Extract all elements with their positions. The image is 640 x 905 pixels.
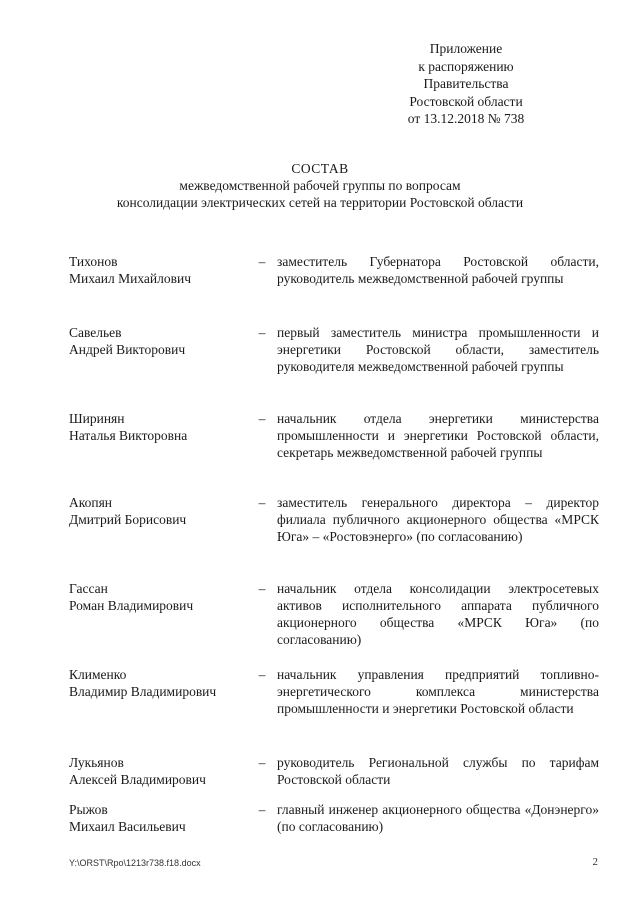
member-role: первый заместитель министра промышленности и энергетики Ростовской области, заместитель руководителя межведомственной рабочей группы [277,325,599,374]
separator-dash: – [258,667,266,682]
member-name [69,494,259,528]
title-line: консолидации электрических сетей на территории Ростовской области [116,195,524,210]
separator-dash: – [258,254,266,269]
title-main: СОСТАВ [291,161,349,176]
member-entry [69,754,599,801]
member-entry [69,666,599,754]
member-name [69,410,259,444]
member-given-name: Михаил Васильевич [69,819,186,834]
member-name [69,324,259,358]
member-entry [69,494,599,580]
separator-dash: – [258,495,266,510]
member-surname: Савельев [69,325,122,340]
member-role: руководитель Региональной службы по тарифам Ростовской области [277,755,599,787]
footer-file-path: Y:\ORST\Rpo\1213r738.f18.docx [69,858,201,868]
member-entry [69,801,599,841]
separator-dash: – [258,325,266,340]
members-list [69,253,599,841]
member-given-name: Роман Владимирович [69,598,194,613]
appendix-line: Правительства [423,76,509,91]
title-line: межведомственной рабочей группы по вопросам [179,178,461,193]
member-given-name: Андрей Викторович [69,342,186,357]
member-role: начальник отдела консолидации электросетевых активов исполнительного аппарата публичного акционерного общества «МРСК Юга» (по согласованию) [277,581,599,647]
member-name [69,253,259,287]
member-surname: Гассан [69,581,108,596]
appendix-line: Приложение [429,41,503,56]
appendix-line: Ростовской области [409,93,523,109]
member-surname: Ширинян [69,411,125,426]
member-surname: Рыжов [69,802,108,817]
document-title [0,160,640,211]
member-entry [69,324,599,410]
member-surname: Акопян [69,495,113,510]
member-given-name: Алексей Владимирович [69,772,206,787]
appendix-header [366,40,566,128]
appendix-line: к распоряжению [418,58,514,74]
member-role: начальник отдела энергетики министерства промышленности и энергетики Ростовской области, секретарь межведомственной рабочей группы [277,411,599,460]
member-given-name: Владимир Владимирович [69,684,217,699]
member-given-name: Дмитрий Борисович [69,512,187,527]
footer-page-number: 2 [592,856,598,868]
member-name [69,754,259,788]
separator-dash: – [258,411,266,426]
separator-dash: – [258,581,266,596]
member-surname: Тихонов [69,254,118,269]
member-entry [69,253,599,324]
member-role: заместитель Губернатора Ростовской области, руководитель межведомственной рабочей группы [277,254,599,286]
member-role: главный инженер акционерного общества «Донэнерго» (по согласованию) [277,802,599,834]
separator-dash: – [258,755,266,770]
member-name [69,580,259,614]
member-entry [69,410,599,494]
member-role: начальник управления предприятий топливно-энергетического комплекса министерства промышленности и энергетики Ростовской области [277,667,599,716]
member-given-name: Михаил Михайлович [69,271,192,286]
member-name [69,666,259,700]
separator-dash: – [258,802,266,817]
member-surname: Клименко [69,667,127,682]
member-surname: Лукьянов [69,755,124,770]
member-given-name: Наталья Викторовна [69,428,188,443]
member-entry [69,580,599,666]
member-name [69,801,259,835]
appendix-line: от 13.12.2018 № 738 [407,111,525,126]
member-role: заместитель генерального директора – директор филиала публичного акционерного общества «МРСК Юга» – «Ростовэнерго» (по согласованию) [277,495,599,544]
